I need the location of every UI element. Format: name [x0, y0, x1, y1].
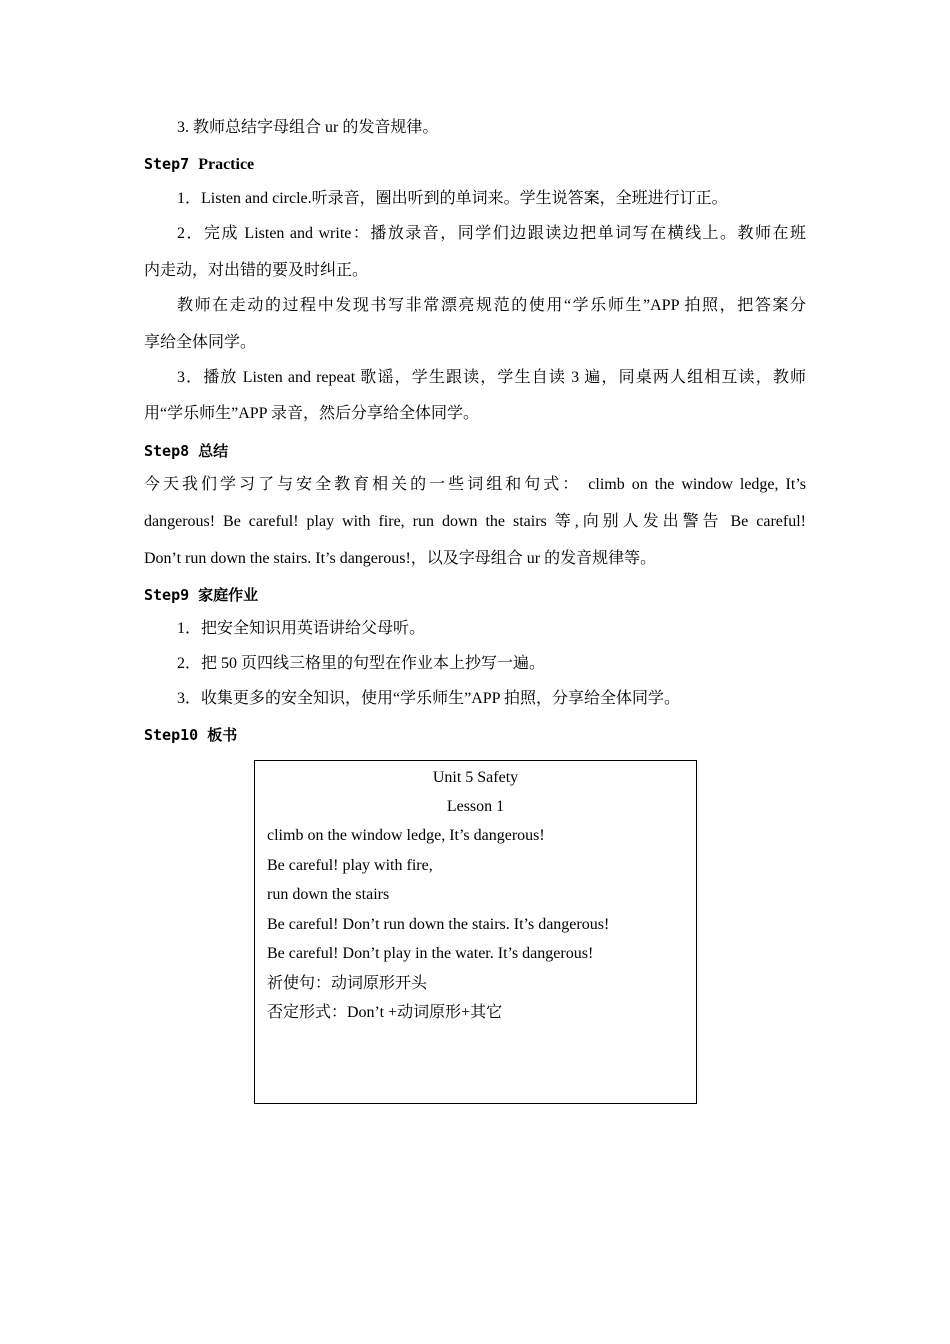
board-line-1: climb on the window ledge, It’s dangerous! — [267, 827, 545, 844]
step10-heading: Step10 板书 — [144, 726, 238, 744]
board-line-5: Be careful! Don’t play in the water. It’s dangerous! — [267, 945, 594, 962]
board-subtitle: Lesson 1 — [446, 798, 505, 815]
summary-para-line-1: 今天我们学习了与安全教育相关的一些词组和句式： climb on the window ledge, It’s — [144, 476, 806, 493]
step9-heading: Step9 家庭作业 — [144, 586, 259, 604]
homework-item-1: 1．把安全知识用英语讲给父母听。 — [177, 620, 426, 637]
blackboard-box — [254, 760, 697, 1104]
practice-item-3-cont: 用“学乐师生”APP 录音，然后分享给全体同学。 — [144, 405, 479, 422]
practice-item-2: 2．完成 Listen and write：播放录音，同学们边跟读边把单词写在横线上。教师在班 — [177, 225, 806, 242]
board-title: Unit 5 Safety — [432, 769, 519, 786]
board-line-7: 否定形式：Don’t +动词原形+其它 — [267, 1004, 503, 1021]
summary-para-line-3: Don’t run down the stairs. It’s dangerous!，以及字母组合 ur 的发音规律等。 — [144, 550, 657, 567]
board-line-3: run down the stairs — [267, 886, 390, 903]
step7-heading — [144, 154, 806, 175]
step7-label: Step7 — [144, 155, 190, 173]
board-line-2: Be careful! play with fire, — [267, 857, 433, 874]
step7-title: Practice — [198, 156, 255, 173]
board-line-4: Be careful! Don’t run down the stairs. It’s dangerous! — [267, 916, 610, 933]
practice-note: 教师在走动的过程中发现书写非常漂亮规范的使用“学乐师生”APP 拍照，把答案分 — [177, 297, 806, 314]
summary-para-line-2: dangerous! Be careful! play with fire, run down the stairs 等,向别人发出警告 Be careful! — [144, 513, 806, 530]
step8-heading: Step8 总结 — [144, 442, 229, 460]
practice-item-1: 1．Listen and circle.听录音，圈出听到的单词来。学生说答案，全班进行订正。 — [177, 190, 728, 207]
practice-note-cont: 享给全体同学。 — [144, 334, 257, 351]
board-line-6: 祈使句：动词原形开头 — [267, 975, 428, 992]
practice-item-3: 3．播放 Listen and repeat 歌谣，学生跟读，学生自读 3 遍，同桌两人组相互读，教师 — [177, 369, 806, 386]
summary-line-ur: 3. 教师总结字母组合 ur 的发音规律。 — [177, 119, 439, 136]
homework-item-2: 2．把 50 页四线三格里的句型在作业本上抄写一遍。 — [177, 655, 546, 672]
homework-item-3: 3．收集更多的安全知识，使用“学乐师生”APP 拍照，分享给全体同学。 — [177, 690, 680, 707]
practice-item-2-cont: 内走动，对出错的要及时纠正。 — [144, 262, 369, 279]
